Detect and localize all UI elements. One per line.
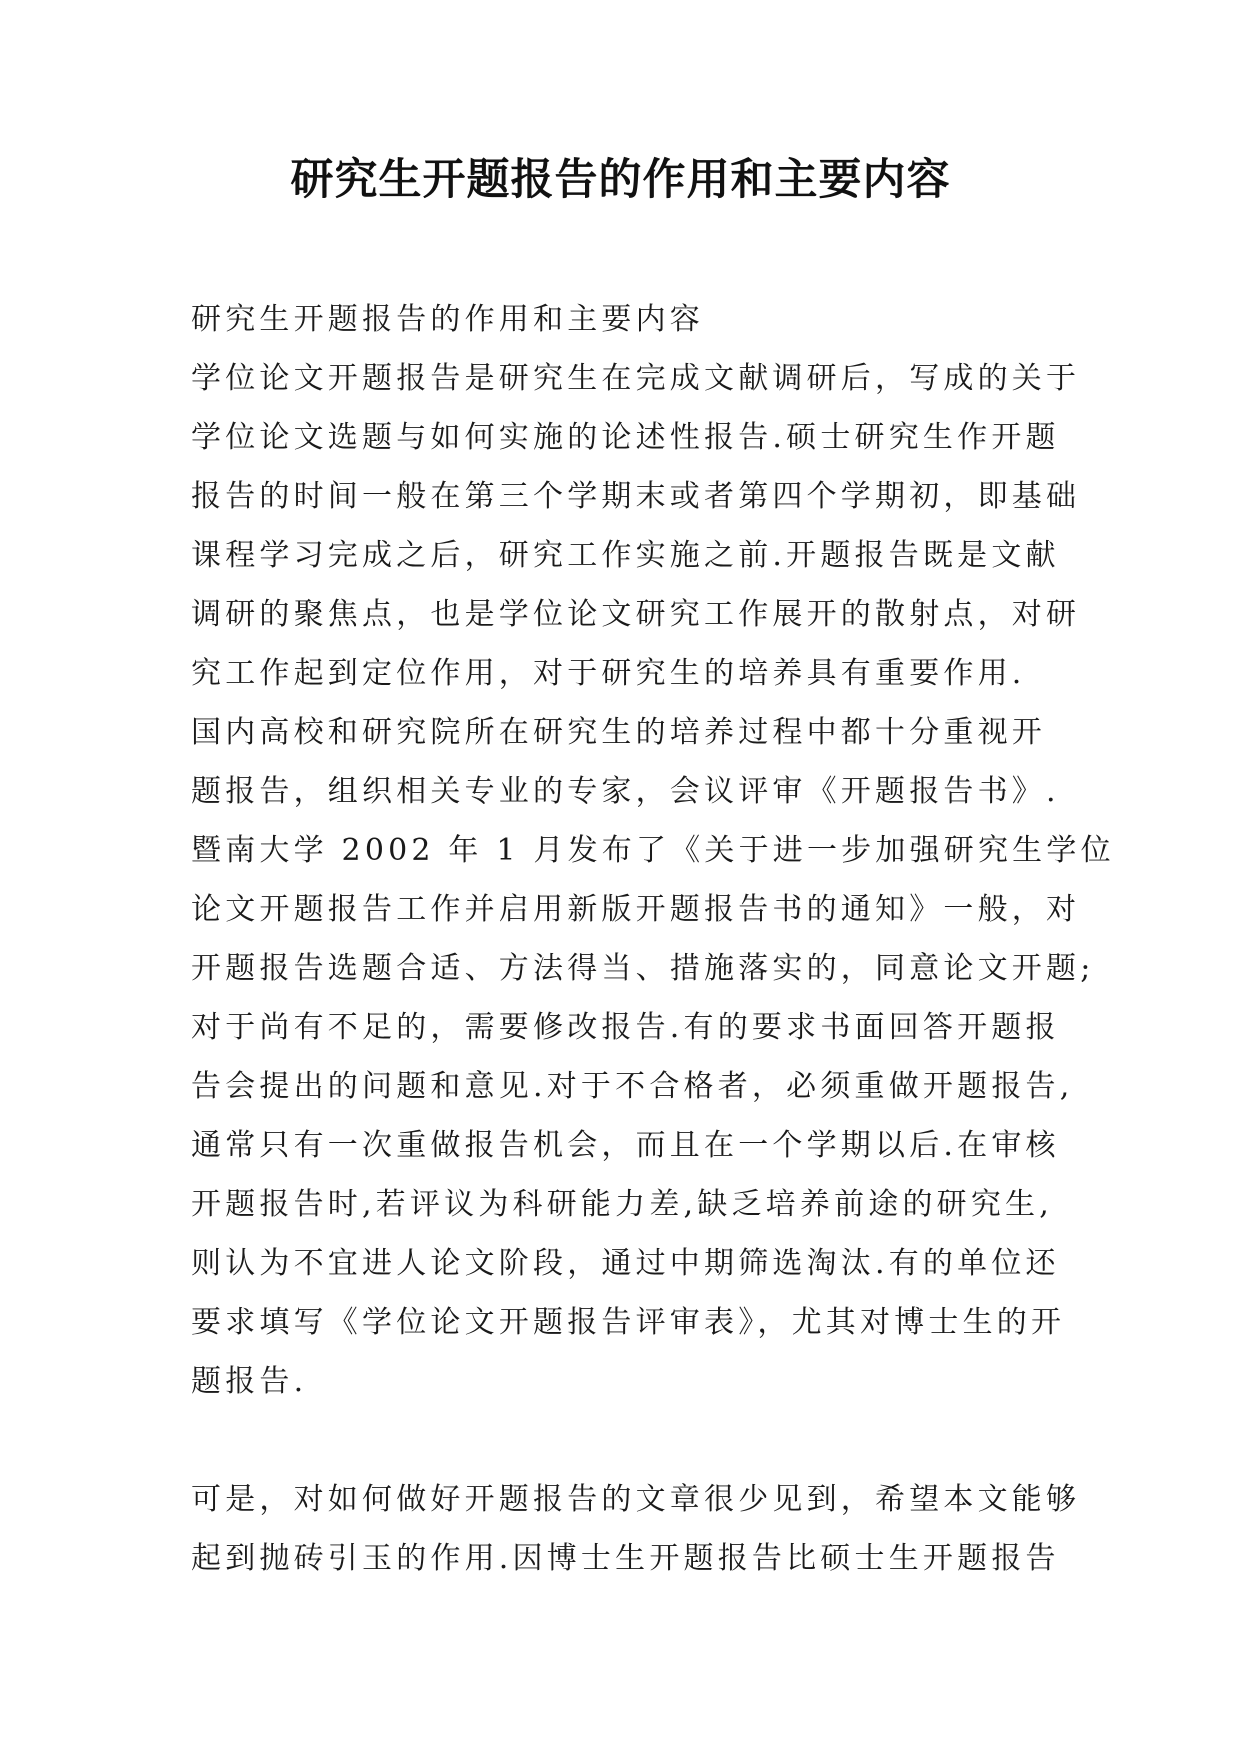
text-line: 究工作起到定位作用，对于研究生的培养具有重要作用.: [191, 656, 1026, 691]
document-title: 研究生开题报告的作用和主要内容: [290, 155, 951, 205]
text-line: 可是，对如何做好开题报告的文章很少见到，希望本文能够: [191, 1482, 1081, 1517]
text-line: 对于尚有不足的，需要修改报告.有的要求书面回答开题报: [191, 1010, 1060, 1045]
text-line: 暨南大学 2002 年 1 月发布了《关于进一步加强研究生学位: [191, 833, 1115, 868]
text-line: 开题报告选题合适、方法得当、措施落实的，同意论文开题;: [191, 951, 1095, 986]
text-line: 学位论文选题与如何实施的论述性报告.硕士研究生作开题: [191, 420, 1060, 455]
text-line: 开题报告时,若评议为科研能力差,缺乏培养前途的研究生,: [191, 1187, 1054, 1222]
text-line: 课程学习完成之后，研究工作实施之前.开题报告既是文献: [191, 538, 1060, 573]
text-line: 告会提出的问题和意见.对于不合格者，必须重做开题报告,: [191, 1069, 1074, 1104]
paragraph-intro: [191, 349, 1081, 703]
document-subtitle: 研究生开题报告的作用和主要内容: [191, 302, 704, 337]
paragraph-gap: [191, 1411, 1061, 1470]
text-line: 学位论文开题报告是研究生在完成文献调研后，写成的关于: [191, 361, 1081, 396]
text-line: 起到抛砖引玉的作用.因博士生开题报告比硕士生开题报告: [191, 1541, 1060, 1576]
text-line: 国内高校和研究院所在研究生的培养过程中都十分重视开: [191, 715, 1046, 750]
text-line: 要求填写《学位论文开题报告评审表》，尤其对博士生的开: [191, 1305, 1066, 1340]
text-line: 题报告.: [191, 1364, 308, 1399]
text-line: 题报告，组织相关专业的专家，会议评审《开题报告书》.: [191, 774, 1060, 809]
document-body: [191, 290, 1115, 1588]
text-line: 通常只有一次重做报告机会，而且在一个学期以后.在审核: [191, 1128, 1060, 1163]
text-line: 报告的时间一般在第三个学期末或者第四个学期初，即基础: [191, 479, 1081, 514]
text-line: 论文开题报告工作并启用新版开题报告书的通知》一般，对: [191, 892, 1081, 927]
paragraph-domestic-practice: [191, 703, 1115, 1411]
text-line: 则认为不宜进人论文阶段，通过中期筛选淘汰.有的单位还: [191, 1246, 1060, 1281]
paragraph-closing: [191, 1470, 1081, 1588]
text-line: 调研的聚焦点，也是学位论文研究工作展开的散射点，对研: [191, 597, 1081, 632]
